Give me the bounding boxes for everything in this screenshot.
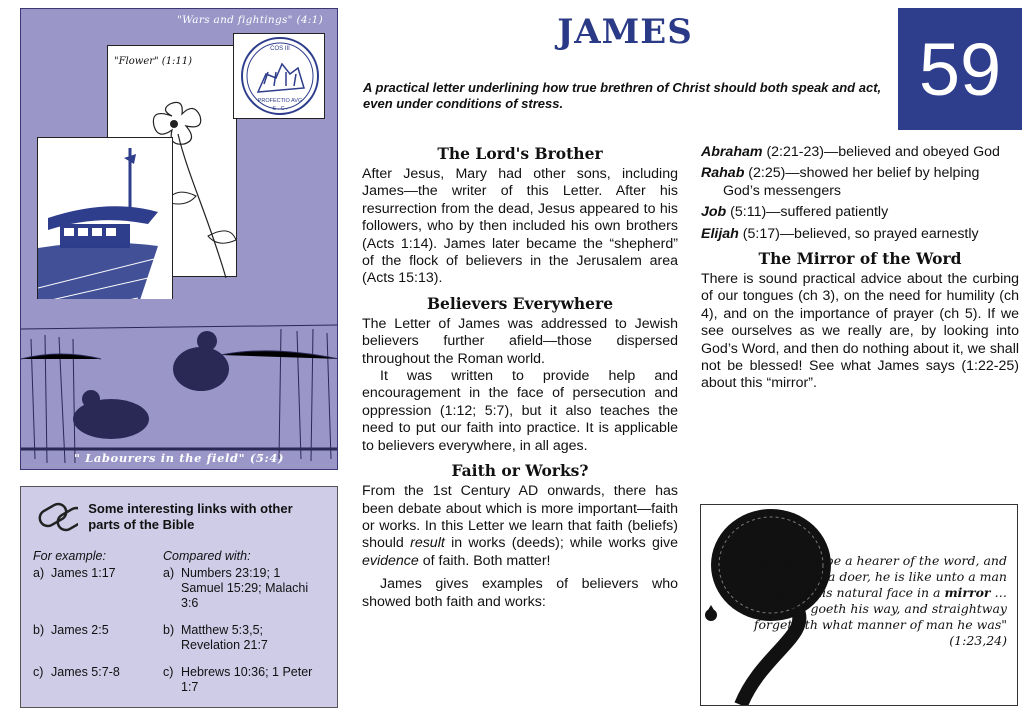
example-elijah: Elijah (5:17)—believed, so prayed earnestly: [701, 225, 979, 242]
links-heading: Some interesting links with other parts of the Bible: [88, 501, 293, 532]
field-drawing: [21, 299, 338, 469]
example-abraham: Abraham (2:21-23)—believed and obeyed God: [701, 144, 1000, 160]
wars-caption: "Wars and fightings" (4:1): [177, 14, 324, 26]
illustration-panel: [20, 8, 338, 470]
link-compare-b: b) Matthew 5:3,5; Revelation 21:7: [163, 623, 268, 652]
text-column-1: [362, 144, 678, 611]
bible-links-box: [20, 486, 338, 708]
link-ref-a: a) James 1:17: [33, 566, 116, 580]
field-scene: [21, 299, 337, 469]
link-ref-c: c) James 5:7-8: [33, 665, 120, 679]
links-table: [33, 549, 325, 707]
link-ref-b: b) James 2:5: [33, 623, 109, 637]
links-col1-head: For example:: [33, 549, 106, 563]
faith-paragraph-1: From the 1st Century AD onwards, there has been debate about which is more important—faith or works. In this Letter we learn that faith (beliefs) should result in works (deeds); while works give evidence of faith. Both matter!: [362, 483, 678, 569]
coin-sc: S . C .: [272, 106, 288, 112]
faith-paragraph-2: James gives examples of believers who showed both faith and works:: [362, 576, 678, 610]
mirror-text: There is sound practical advice about the curbing of our tongues (ch 3), on the need for humility (ch 4), and on the importance of prayer (ch 5). If we see ourselves as we really are, by looking into God’s Word, and then do nothing about it, we shall not be blessed! See what James says (1:22-25) about this “mirror”.: [701, 271, 1019, 392]
links-col2-head: Compared with:: [163, 549, 251, 563]
believers-paragraph-1: The Letter of James was addressed to Jewish believers further afield—those dispersed throughout the Roman world.: [362, 315, 678, 367]
example-job: Job (5:11)—suffered patiently: [701, 204, 889, 221]
coin-drawing: [234, 34, 326, 120]
field-caption: " Labourers in the field" (5:4): [73, 451, 284, 465]
page-subtitle: A practical letter underlining how true brethren of Christ should both speak and act, even under conditions of stress.: [363, 80, 882, 111]
coin-text-bottom: PROFECTIO AVG: [257, 98, 303, 104]
chain-link-icon: [33, 497, 78, 537]
believers-paragraph-2: It was written to provide help and encouragement in the face of persecution and oppression (1:12; 5:7), but it also teaches the need to put our faith into practice. It is applicable to believers everywhere, in all ages.: [362, 368, 678, 454]
mirror-quote: "If any one be a hearer of the word, and not a doer, he is like unto a man beholding his natural face in a mirror … he goeth his way, and straightway forgetteth what manner of man he was" (1:23,24): [747, 553, 1007, 648]
coin-text-top: COS III: [270, 46, 290, 52]
mirror-heading: The Mirror of the Word: [758, 249, 962, 269]
faith-heading: Faith or Works?: [451, 461, 589, 481]
page-title: JAMES: [557, 12, 693, 52]
chapter-number-badge: 59: [898, 8, 1022, 130]
flower-caption: "Flower" (1:11): [114, 56, 193, 67]
believers-heading: Believers Everywhere: [426, 293, 614, 313]
example-rahab: Rahab (2:25)—showed her belief by helping God’s messengers: [701, 165, 980, 199]
text-column-2: [701, 144, 1019, 393]
brother-text: After Jesus, Mary had other sons, including James—the writer of this Letter. After his resurrection from the dead, Jesus appeared to his followers, who by then included his own brothers (Acts 1:14). James later became the “shepherd” of the flock of believers in the Jerusalem area (Acts 15:13).: [362, 166, 678, 287]
link-compare-a: a) Numbers 23:19; 1 Samuel 15:29; Malachi 3:6: [163, 566, 309, 610]
brother-heading: The Lord's Brother: [437, 144, 603, 163]
mirror-quote-box: [700, 504, 1018, 706]
links-header: [33, 495, 325, 539]
coin-card: [233, 33, 325, 119]
link-compare-c: c) Hebrews 10:36; 1 Peter 1:7: [163, 665, 313, 694]
